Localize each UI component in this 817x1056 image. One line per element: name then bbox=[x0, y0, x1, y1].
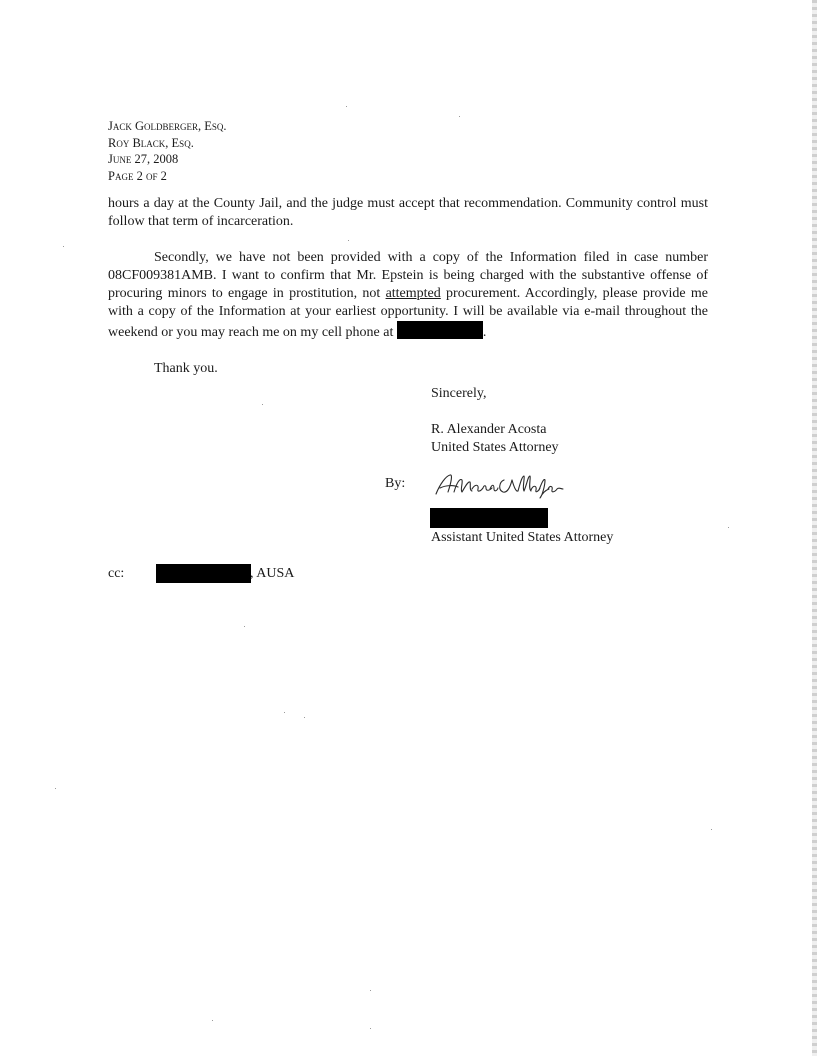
signer-office: United States Attorney bbox=[431, 440, 559, 455]
scan-speck bbox=[711, 829, 712, 830]
handwritten-signature bbox=[432, 470, 567, 500]
scan-speck bbox=[262, 404, 263, 405]
underlined-word: attempted bbox=[385, 286, 441, 301]
scan-speck bbox=[728, 527, 729, 528]
scan-edge bbox=[812, 0, 817, 1056]
paragraph-2-end: . bbox=[482, 325, 487, 340]
letter-date: June 27, 2008 bbox=[108, 152, 179, 166]
scan-speck bbox=[370, 990, 371, 991]
scan-speck bbox=[370, 1028, 371, 1029]
letter-header bbox=[108, 118, 227, 184]
scan-speck bbox=[304, 717, 305, 718]
signer-title: Assistant United States Attorney bbox=[431, 530, 614, 545]
recipient-2: Roy Black, Esq. bbox=[108, 135, 194, 150]
paragraph-2-part-b: procurement. Accordingly, please provide me with a copy of the Information at your earliest opportunity. I will be available via e-mail throughout the weekend or you may reach me on my cell phone at bbox=[108, 286, 708, 340]
scan-speck bbox=[63, 246, 64, 247]
recipient-1: Jack Goldberger, Esq. bbox=[108, 119, 227, 133]
paragraph-2-part-a: Secondly, we have not been provided with a copy of the Information filed in case number 08CF009381AMB. I want to confirm that Mr. Epstein is being charged with the substantive offense of procuring minors to engage in prostitution, not bbox=[108, 250, 708, 301]
paragraph-3: Thank you. bbox=[154, 361, 218, 376]
cc-label: cc: bbox=[108, 566, 125, 581]
scan-speck bbox=[284, 712, 285, 713]
scan-speck bbox=[55, 788, 56, 789]
scan-speck bbox=[459, 116, 460, 117]
scan-speck bbox=[348, 240, 349, 241]
salutation: Sincerely, bbox=[431, 386, 487, 401]
page-number: Page 2 of 2 bbox=[108, 168, 167, 183]
cc-title: , AUSA bbox=[250, 566, 295, 581]
scan-speck bbox=[346, 106, 347, 107]
signer-name: R. Alexander Acosta bbox=[431, 422, 547, 437]
scan-speck bbox=[212, 1020, 213, 1021]
redacted-phone bbox=[397, 321, 483, 339]
redacted-cc-name bbox=[156, 564, 251, 583]
redacted-signer-name bbox=[430, 508, 548, 528]
paragraph-2 bbox=[108, 249, 708, 342]
scan-speck bbox=[244, 626, 245, 627]
by-label: By: bbox=[385, 476, 406, 491]
letter-body bbox=[108, 195, 708, 378]
paragraph-1: hours a day at the County Jail, and the judge must accept that recommendation. Community control must follow that term of incarceration. bbox=[108, 196, 708, 229]
